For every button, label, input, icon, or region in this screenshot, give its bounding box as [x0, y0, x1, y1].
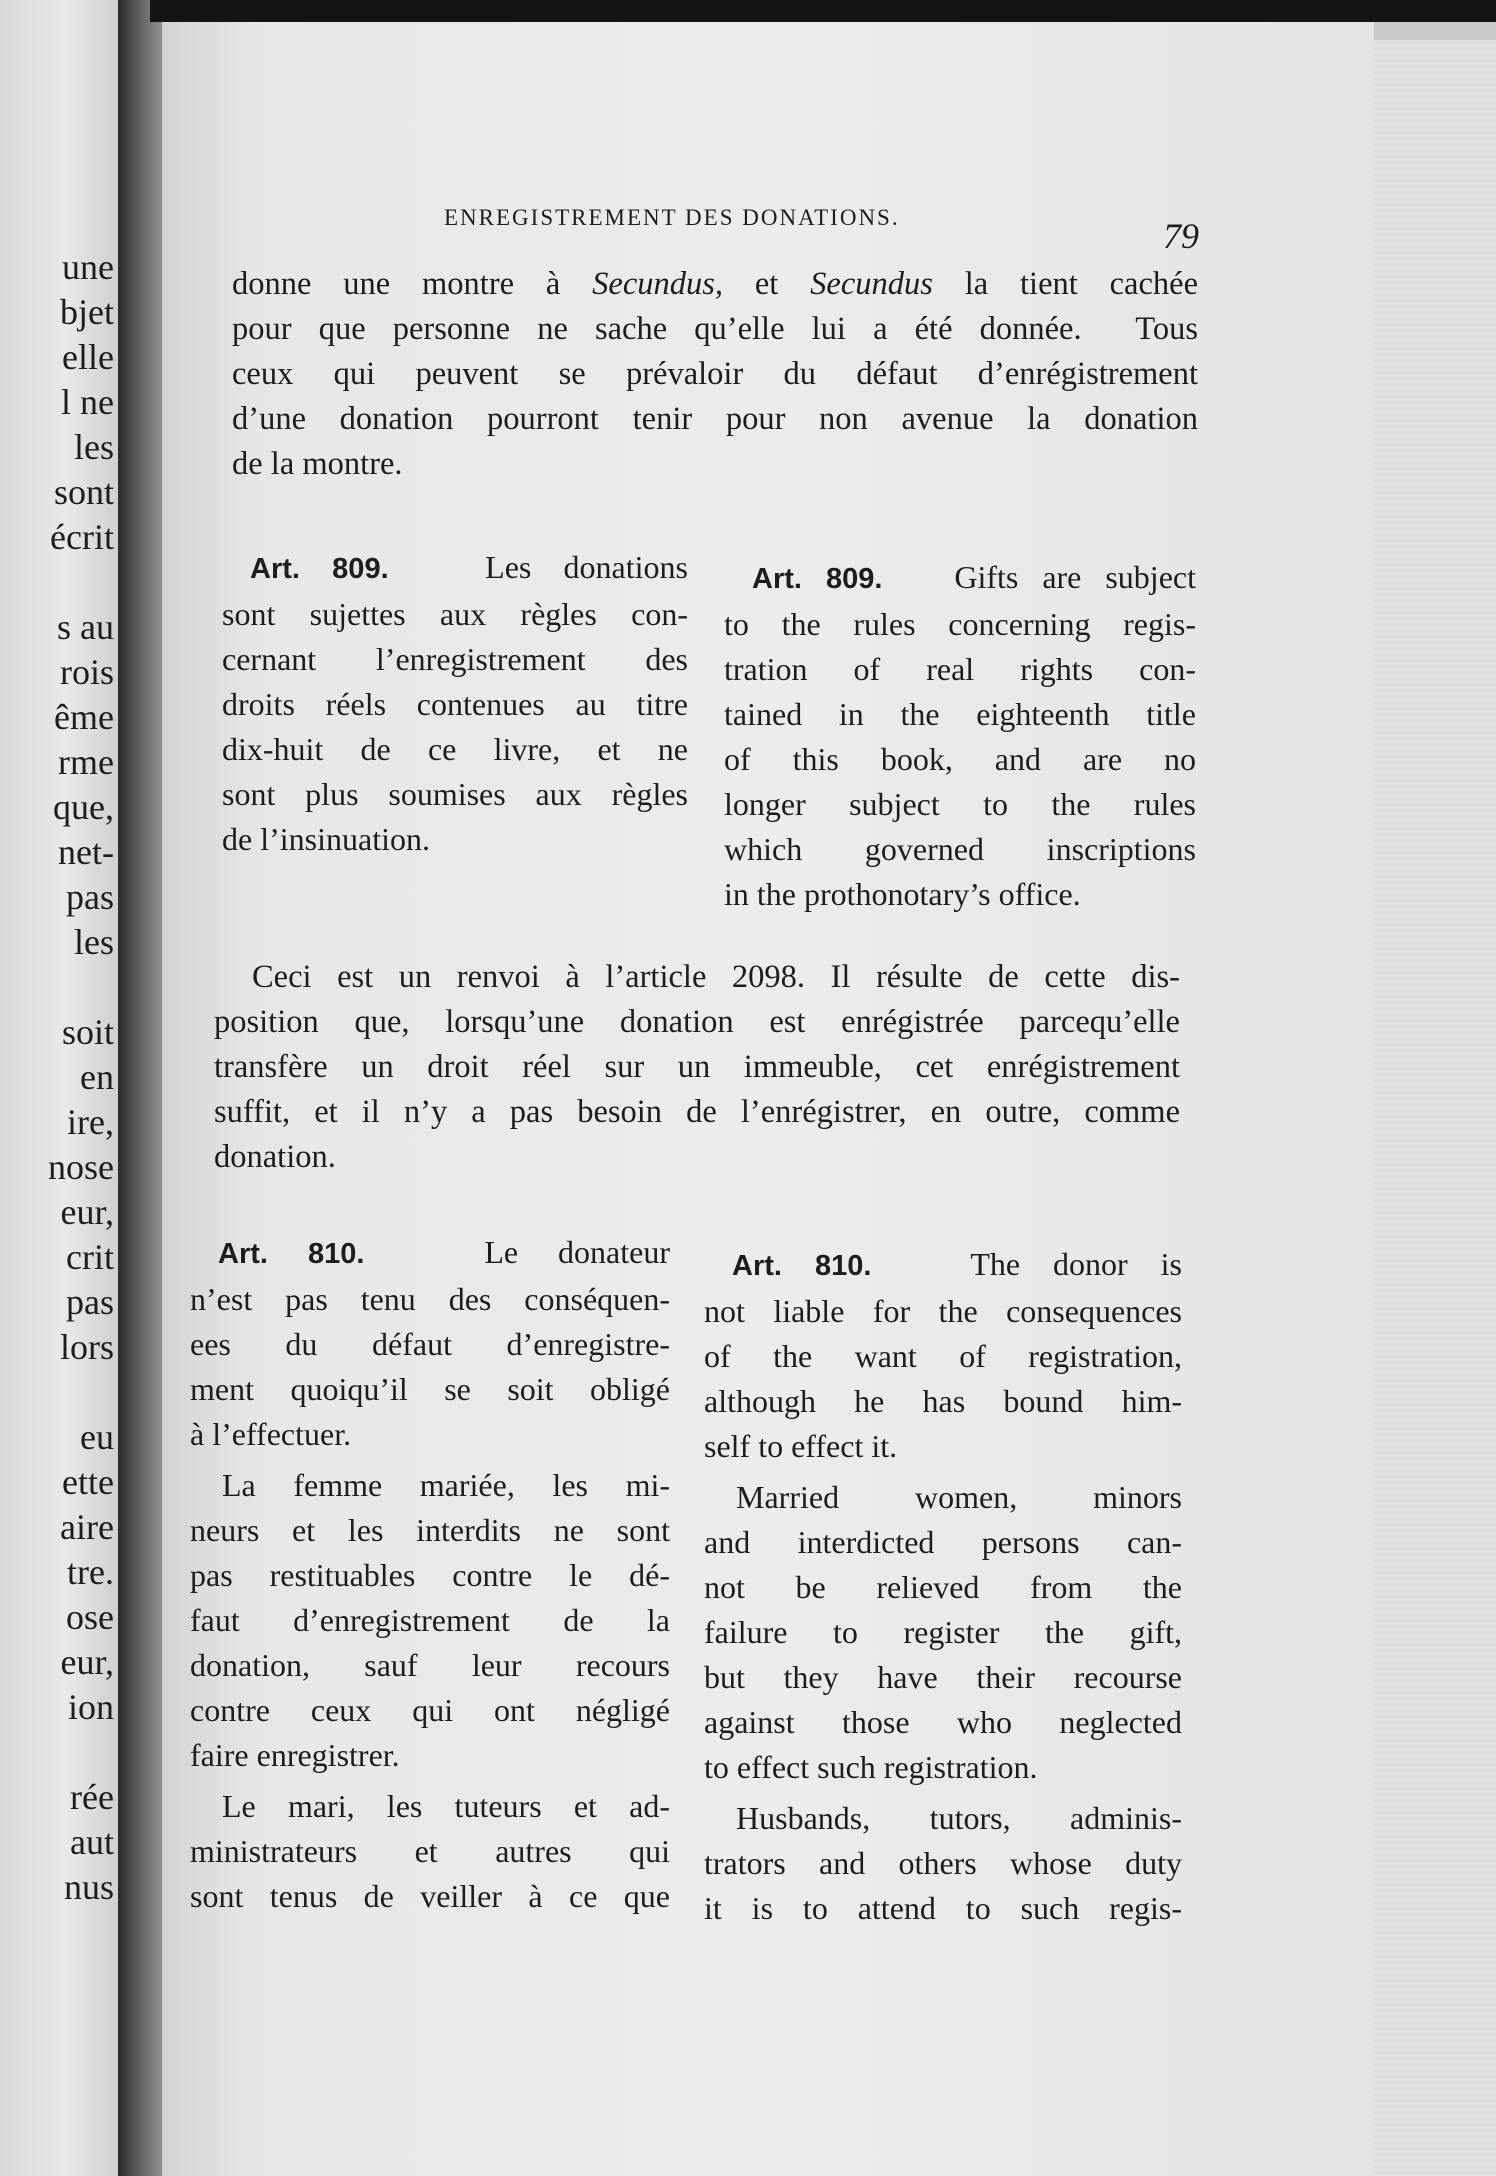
text-line: faut d’enregistrement de la	[190, 1602, 670, 1638]
text-line: trators and others whose duty	[704, 1845, 1182, 1881]
text-line	[232, 397, 1198, 442]
text-line: to the rules concerning regis-	[724, 606, 1196, 642]
text-run: et	[723, 266, 811, 302]
text-run: la tient cachée	[932, 266, 1198, 302]
facing-page-fragment: s au	[57, 607, 114, 647]
text-run: Gifts are subject	[954, 559, 1196, 595]
text-line	[724, 555, 1196, 602]
text-run: ceux qui peuvent se prévaloir du défaut d’enrégistrement	[232, 356, 1198, 392]
text-run: Les donations	[485, 549, 688, 585]
text-line: Ceci est un renvoi à l’article 2098. Il résulte de cette dis-	[252, 959, 1180, 995]
italic-name: Secundus	[810, 266, 933, 302]
text-run: d’une donation pourront tenir pour non avenue la donation	[232, 401, 1198, 437]
art810-english	[704, 1242, 1182, 1931]
text-line	[222, 545, 688, 592]
text-line: de l’insinuation.	[222, 821, 430, 857]
facing-page-fragment: les	[74, 922, 114, 962]
facing-page-fragment: rme	[58, 742, 114, 782]
text-line: transfère un droit réel sur un immeuble, cet enrégistrement	[214, 1049, 1180, 1085]
text-line: Husbands, tutors, adminis-	[736, 1800, 1182, 1836]
text-line: contre ceux qui ont négligé	[190, 1692, 670, 1728]
article-label: Art. 810.	[732, 1250, 872, 1282]
article-label: Art. 810.	[218, 1238, 365, 1270]
scan-border	[150, 0, 1496, 22]
facing-page-fragment: elle	[62, 337, 114, 377]
text-line: Married women, minors	[736, 1479, 1182, 1515]
text-line: self to effect it.	[704, 1428, 898, 1464]
facing-page	[0, 0, 120, 2176]
art809-french	[222, 545, 688, 862]
text-run: de la montre.	[232, 446, 403, 482]
facing-page-fragment: sont	[53, 472, 114, 512]
text-line: neurs et les interdits ne sont	[190, 1512, 670, 1548]
text-line: which governed inscriptions	[724, 831, 1196, 867]
facing-page-fragment: eu	[80, 1417, 114, 1457]
text-line: in the prothonotary’s office.	[724, 876, 1081, 912]
facing-page-fragment: bjet	[60, 292, 114, 332]
text-line	[704, 1242, 1182, 1289]
facing-page-fragment: ême	[54, 697, 114, 737]
text-line: sont tenus de veiller à ce que	[190, 1878, 670, 1914]
running-head: ENREGISTREMENT DES DONATIONS.	[444, 205, 900, 230]
facing-page-fragment: rois	[60, 652, 114, 692]
text-line: cernant l’enregistrement des	[222, 641, 688, 677]
text-line: sont plus soumises aux règles	[222, 776, 688, 812]
text-line: donation, sauf leur recours	[190, 1647, 670, 1683]
text-line: droits réels contenues au titre	[222, 686, 688, 722]
text-line: sont sujettes aux règles con-	[222, 596, 688, 632]
facing-page-fragment: nus	[63, 1867, 114, 1907]
art810-french	[190, 1230, 670, 1919]
text-line: against those who neglected	[704, 1704, 1182, 1740]
text-run: The donor is	[970, 1246, 1183, 1282]
facing-page-fragment: une	[62, 247, 114, 287]
text-line: ment quoiqu’il se soit obligé	[190, 1371, 670, 1407]
facing-page-fragment: net-	[58, 832, 114, 872]
facing-page-fragment: l ne	[61, 382, 114, 422]
text-line: faire enregistrer.	[190, 1737, 400, 1773]
book-gutter	[118, 0, 162, 2176]
facing-page-fragment: aire	[60, 1507, 114, 1547]
facing-page-fragment: soit	[61, 1012, 114, 1052]
text-line	[232, 442, 1198, 487]
text-line: à l’effectuer.	[190, 1416, 352, 1452]
facing-page-fragment: lors	[60, 1327, 114, 1367]
article-label: Art. 809.	[752, 563, 883, 595]
facing-page-fragment: pas	[66, 877, 114, 917]
text-line	[232, 262, 1198, 307]
text-line	[232, 352, 1198, 397]
italic-name: Secundus,	[592, 266, 724, 302]
facing-page-fragment: tre.	[67, 1552, 114, 1592]
text-line: of this book, and are no	[724, 741, 1196, 777]
text-line: ministrateurs et autres qui	[190, 1833, 670, 1869]
facing-page-fragment: pas	[66, 1282, 114, 1322]
text-line: and interdicted persons can-	[704, 1524, 1182, 1560]
facing-page-fragment: ose	[66, 1597, 114, 1637]
text-line: ees du défaut d’enregistre-	[190, 1326, 670, 1362]
facing-page-fragment: ion	[67, 1687, 114, 1727]
text-run: Le donateur	[484, 1234, 670, 1270]
page-number: 79	[1163, 216, 1199, 256]
commentary-paragraph	[214, 955, 1180, 1180]
text-line: position que, lorsqu’une donation est enrégistrée parcequ’elle	[214, 1004, 1180, 1040]
facing-page-fragment: nose	[48, 1147, 114, 1187]
facing-page-fragment: écrit	[50, 517, 114, 557]
article-label: Art. 809.	[250, 553, 389, 585]
facing-page-fragment: rée	[70, 1777, 114, 1817]
text-run: donne une montre à	[232, 266, 593, 302]
art809-english	[724, 555, 1196, 917]
text-line: longer subject to the rules	[724, 786, 1196, 822]
text-line: not liable for the consequences	[704, 1293, 1182, 1329]
text-line: but they have their recourse	[704, 1659, 1182, 1695]
text-line: tration of real rights con-	[724, 651, 1196, 687]
text-line	[190, 1230, 670, 1277]
text-line: to effect such registration.	[704, 1749, 1038, 1785]
text-line: dix-huit de ce livre, et ne	[222, 731, 688, 767]
page-edges	[1374, 40, 1496, 2176]
text-line: tained in the eighteenth title	[724, 696, 1196, 732]
facing-page-fragment: crit	[66, 1237, 114, 1277]
text-line: suffit, et il n’y a pas besoin de l’enrégistrer, en outre, comme	[214, 1094, 1180, 1130]
text-line: Le mari, les tuteurs et ad-	[222, 1788, 670, 1824]
text-line: n’est pas tenu des conséquen-	[190, 1281, 670, 1317]
text-line: pas restituables contre le dé-	[190, 1557, 670, 1593]
facing-page-fragment: ire,	[67, 1102, 114, 1142]
text-line: La femme mariée, les mi-	[222, 1467, 670, 1503]
facing-page-fragment: en	[80, 1057, 114, 1097]
facing-page-fragment: les	[74, 427, 114, 467]
text-line: it is to attend to such regis-	[704, 1890, 1182, 1926]
facing-page-fragment: aut	[70, 1822, 114, 1862]
text-line: not be relieved from the	[704, 1569, 1182, 1605]
facing-page-fragment: que,	[53, 787, 114, 827]
facing-page-fragment: eur,	[60, 1642, 114, 1682]
text-line: failure to register the gift,	[704, 1614, 1182, 1650]
text-line: of the want of registration,	[704, 1338, 1182, 1374]
facing-page-fragment: ette	[62, 1462, 114, 1502]
facing-page-fragment: eur,	[60, 1192, 114, 1232]
text-run: pour que personne ne sache qu’elle lui a été donnée. Tous	[232, 311, 1198, 347]
intro-paragraph	[232, 262, 1198, 487]
text-line: although he has bound him-	[704, 1383, 1182, 1419]
text-line	[232, 307, 1198, 352]
text-line: donation.	[214, 1139, 336, 1175]
